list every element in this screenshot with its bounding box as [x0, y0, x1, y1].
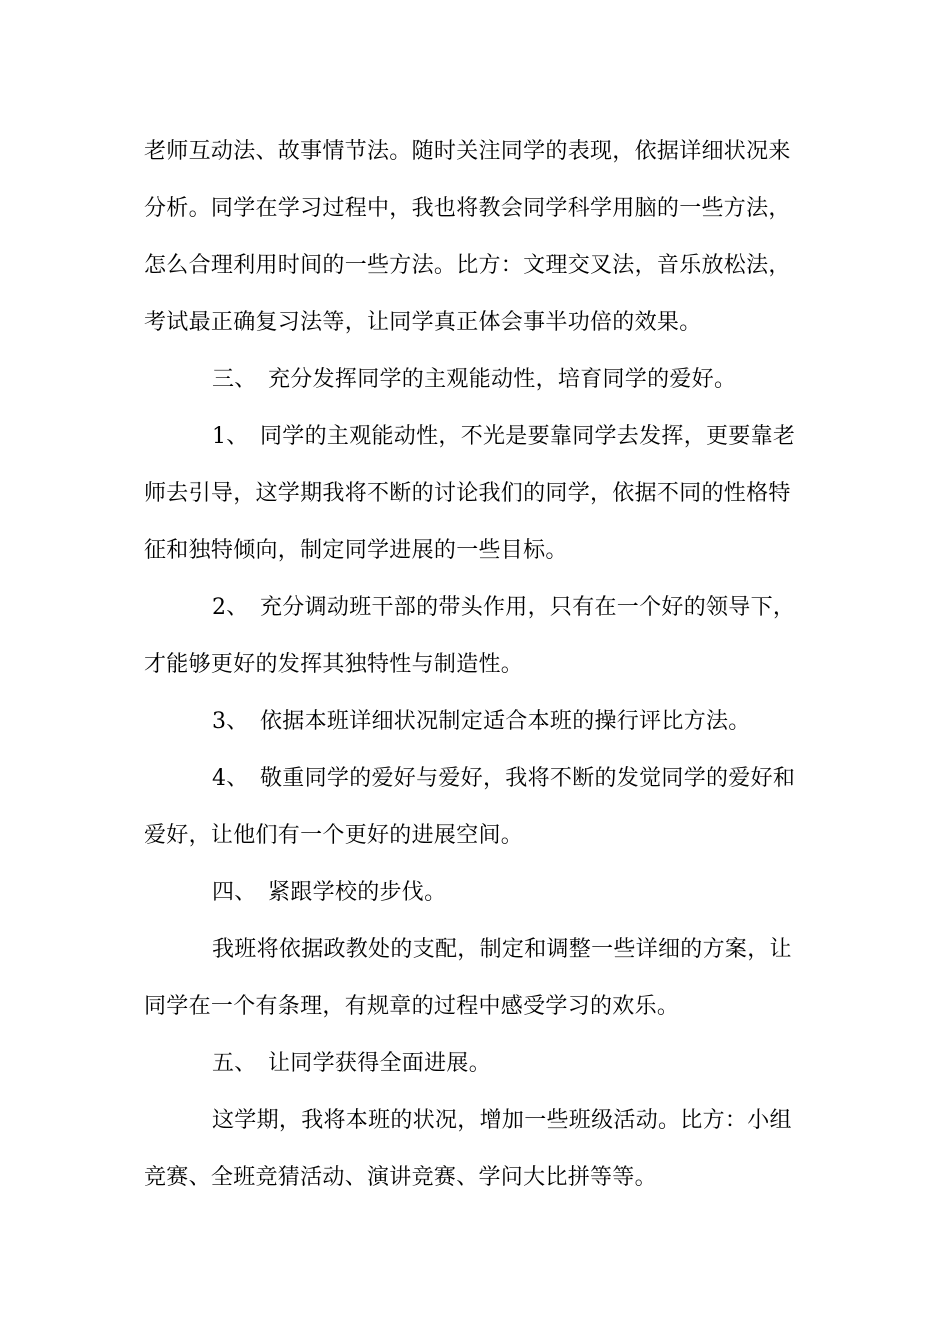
text-line: 征和独特倾向，制定同学进展的一些目标。: [144, 538, 568, 563]
section-number: 五、: [212, 1051, 257, 1076]
item-text: 同学的主观能动性，不光是要靠同学去发挥，更要靠老: [260, 424, 796, 449]
section-title: 紧跟学校的步伐。: [268, 880, 447, 905]
text-line: 这学期，我将本班的状况，增加一些班级活动。比方：小组: [212, 1108, 792, 1133]
item-text: 依据本班详细状况制定适合本班的操行评比方法。: [260, 709, 751, 734]
text-line: 分析。同学在学习过程中，我也将教会同学科学用脑的一些方法，: [144, 196, 791, 221]
text-line: 爱好，让他们有一个更好的进展空间。: [144, 823, 524, 848]
section-heading-4: [212, 879, 882, 907]
section-number: 三、: [212, 367, 257, 392]
section-number: 四、: [212, 880, 257, 905]
item-number: 1、: [212, 424, 249, 449]
list-item-1: [212, 423, 882, 451]
list-item-4: [212, 765, 882, 793]
list-item-3: [212, 708, 882, 736]
section-heading-5: [212, 1050, 882, 1078]
text-line: 同学在一个有条理，有规章的过程中感受学习的欢乐。: [144, 994, 680, 1019]
text-line: 怎么合理利用时间的一些方法。比方：文理交叉法，音乐放松法，: [144, 253, 791, 278]
item-number: 3、: [212, 709, 249, 734]
section-title: 充分发挥同学的主观能动性，培育同学的爱好。: [268, 367, 737, 392]
item-text: 充分调动班干部的带头作用，只有在一个好的领导下，: [260, 595, 796, 620]
text-line: 师去引导，这学期我将不断的讨论我们的同学，依据不同的性格特: [144, 481, 791, 506]
text-line: 才能够更好的发挥其独特性与制造性。: [144, 652, 524, 677]
text-line: 老师互动法、故事情节法。随时关注同学的表现，依据详细状况来: [144, 139, 791, 164]
item-text: 敬重同学的爱好与爱好，我将不断的发觉同学的爱好和: [260, 766, 796, 791]
text-line: 我班将依据政教处的支配，制定和调整一些详细的方案，让: [212, 937, 792, 962]
section-title: 让同学获得全面进展。: [268, 1051, 492, 1076]
section-heading-3: [212, 366, 882, 394]
item-number: 2、: [212, 595, 249, 620]
list-item-2: [212, 594, 882, 622]
item-number: 4、: [212, 766, 249, 791]
text-line: 竞赛、全班竞猜活动、演讲竞赛、学问大比拼等等。: [144, 1165, 657, 1190]
text-line: 考试最正确复习法等，让同学真正体会事半功倍的效果。: [144, 310, 702, 335]
